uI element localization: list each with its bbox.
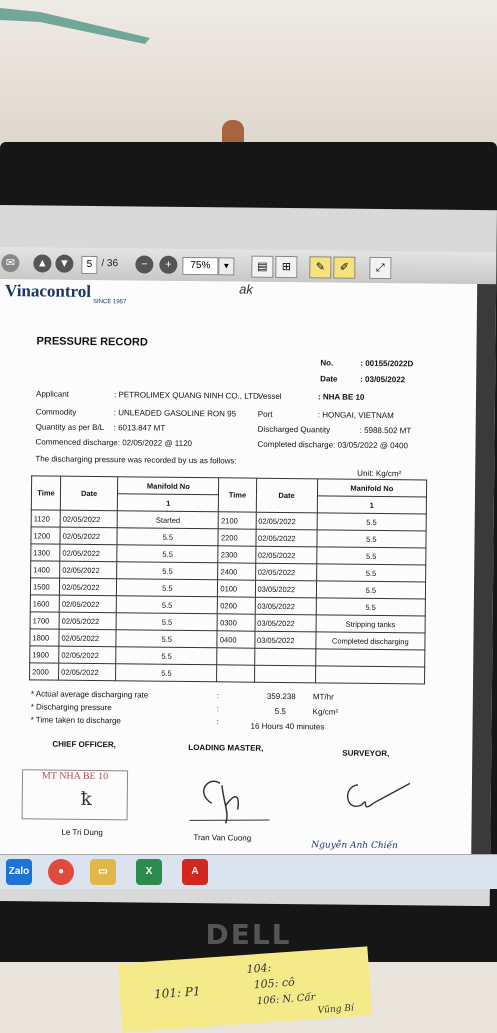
note-line: 105: cô <box>253 975 296 992</box>
commodity-value: : UNLEADED GASOLINE RON 95 <box>113 408 237 419</box>
taskbar <box>0 854 497 889</box>
time-label: * Time taken to discharge <box>30 715 121 726</box>
zoom-level-select[interactable]: 75% <box>182 257 218 275</box>
no-value: : 00155/2022D <box>360 358 414 369</box>
cell-date <box>254 648 315 666</box>
discharged-label: Discharged Quantity <box>257 424 331 435</box>
loading-master-signature <box>190 773 271 826</box>
fit-page-icon[interactable]: ▤ <box>251 256 273 278</box>
page-title: PRESSURE RECORD <box>36 335 148 349</box>
avg-rate-unit: MT/hr <box>312 692 334 702</box>
taskbar-excel-icon[interactable]: X <box>136 859 162 885</box>
vessel-label: Vessel <box>257 391 282 401</box>
surveyor-label: SURVEYOR, <box>342 748 390 759</box>
cell-pressure: 5.5 <box>117 545 218 563</box>
logo-since: SINCE 1957 <box>92 298 127 306</box>
cell-time: 1500 <box>30 578 59 595</box>
surveyor-signature <box>340 775 420 822</box>
taskbar-files-icon[interactable]: ▭ <box>90 859 116 885</box>
comment-icon[interactable]: ✎ <box>309 256 331 278</box>
col-manifold: Manifold No <box>118 477 219 495</box>
ship-stamp <box>22 769 129 820</box>
completed-discharge: Completed discharge: 03/05/2022 @ 0400 <box>257 439 409 451</box>
highlight-icon[interactable]: ✐ <box>333 256 355 278</box>
cell-time: 0100 <box>218 580 255 597</box>
unit-label: Unit: Kg/cm² <box>357 468 402 479</box>
cell-date: 02/05/2022 <box>255 563 316 581</box>
cell-date: 02/05/2022 <box>60 561 117 579</box>
loading-master-name: Tran Van Cuong <box>193 833 252 843</box>
time-colon: : <box>216 717 219 727</box>
cell-time: 1600 <box>30 595 59 612</box>
cell-date: 02/05/2022 <box>255 529 316 547</box>
cell-pressure: Stripping tanks <box>316 615 425 633</box>
cell-date <box>254 665 315 683</box>
page-number-input[interactable]: 5 <box>81 256 97 274</box>
note-line: 104: <box>246 961 272 976</box>
intro-text: The discharging pressure was recorded by us as follows: <box>35 454 237 466</box>
cell-time <box>217 665 254 682</box>
note-line: 106: N. Cấr <box>256 992 316 1008</box>
pressure-table <box>29 475 427 684</box>
cell-pressure: 5.5 <box>116 613 217 631</box>
cell-time: 2400 <box>218 563 255 580</box>
cell-pressure: 5.5 <box>316 547 425 565</box>
taskbar-zalo-icon[interactable]: Zalo <box>6 859 32 885</box>
qty-bl-value: : 6013.847 MT <box>113 423 166 433</box>
time-value: 16 Hours 40 minutes <box>250 721 325 732</box>
cell-date: 02/05/2022 <box>59 612 116 630</box>
discharged-value: : 5988.502 MT <box>359 425 412 436</box>
no-label: No. <box>320 358 334 368</box>
cell-date: 03/05/2022 <box>255 614 316 632</box>
cell-pressure: 5.5 <box>317 513 426 531</box>
cell-pressure: 5.5 <box>116 647 217 665</box>
cell-time: 1120 <box>31 510 60 527</box>
cell-pressure <box>315 649 424 667</box>
cell-pressure: 5.5 <box>316 598 425 616</box>
cell-time: 1300 <box>31 544 60 561</box>
date-value: : 03/05/2022 <box>360 374 406 385</box>
port-value: : HONGAI, VIETNAM <box>317 410 394 421</box>
applicant-label: Applicant <box>35 389 69 399</box>
cell-date: 02/05/2022 <box>60 544 117 562</box>
cell-time: 1400 <box>31 561 60 578</box>
qty-bl-label: Quantity as per B/L <box>35 422 105 433</box>
cell-pressure: 5.5 <box>116 596 217 614</box>
pdf-page <box>0 279 477 874</box>
cell-pressure: 5.5 <box>316 564 425 582</box>
cell-pressure: 5.5 <box>117 562 218 580</box>
cell-time <box>217 648 254 665</box>
cell-time: 1700 <box>30 612 59 629</box>
cell-pressure: Completed discharging <box>316 632 425 650</box>
chief-officer-label: CHIEF OFFICER, <box>52 739 116 750</box>
taskbar-chrome-icon[interactable]: ● <box>48 859 74 885</box>
avg-rate-label: * Actual average discharging rate <box>30 689 149 700</box>
col-manifold-no: 1 <box>118 494 219 512</box>
vessel-value: : NHA BE 10 <box>317 392 365 402</box>
next-page-icon[interactable]: ▼ <box>55 255 73 273</box>
cell-date: 02/05/2022 <box>60 527 117 545</box>
cell-pressure: 5.5 <box>316 581 425 599</box>
cell-time: 1900 <box>30 646 59 663</box>
taskbar-pdf-icon[interactable]: A <box>182 859 208 885</box>
pressure-unit: Kg/cm² <box>312 707 339 717</box>
stamp-text: MT NHA BE 10 <box>41 770 109 783</box>
cell-date: 02/05/2022 <box>59 663 116 681</box>
chief-signature: ꝁ <box>80 788 93 810</box>
col-date: Date <box>60 476 117 511</box>
chevron-down-icon[interactable]: ▼ <box>218 257 234 275</box>
col-time: Time <box>31 476 60 510</box>
loading-master-label: LOADING MASTER, <box>188 743 264 753</box>
cell-pressure: 5.5 <box>116 664 217 682</box>
cell-date: 02/05/2022 <box>256 512 317 530</box>
commodity-label: Commodity <box>35 407 77 417</box>
page-total: / 36 <box>101 258 119 270</box>
cell-time: 2200 <box>218 529 255 546</box>
applicant-value: : PETROLIMEX QUANG NINH CO., LTD. <box>113 390 262 401</box>
cell-pressure <box>315 666 424 684</box>
cell-date: 02/05/2022 <box>60 510 117 528</box>
ceiling-fan <box>0 0 160 50</box>
cell-pressure: 5.5 <box>117 579 218 597</box>
cell-time: 0200 <box>218 597 255 614</box>
commenced-discharge: Commenced discharge: 02/05/2022 @ 1120 <box>35 437 193 449</box>
mail-icon[interactable]: ✉ <box>1 254 19 272</box>
col-time-2: Time <box>219 478 256 512</box>
cell-date: 02/05/2022 <box>59 578 116 596</box>
cell-pressure: Started <box>117 511 218 529</box>
cell-time: 0300 <box>218 614 255 631</box>
pressure-value: 5.5 <box>274 706 286 717</box>
fit-width-icon[interactable]: ⊞ <box>275 256 297 278</box>
expand-icon[interactable]: ⤢ <box>369 257 391 279</box>
cell-pressure: 5.5 <box>116 630 217 648</box>
cell-date: 02/05/2022 <box>59 646 116 664</box>
zoom-in-icon[interactable]: + <box>159 256 177 274</box>
table-row <box>30 663 425 684</box>
prev-page-icon[interactable]: ▲ <box>33 254 51 272</box>
pressure-label: * Discharging pressure <box>30 702 112 713</box>
handwritten-mark: ak <box>239 281 253 297</box>
table-body <box>30 510 427 684</box>
cell-date: 02/05/2022 <box>255 546 316 564</box>
cell-date: 02/05/2022 <box>59 595 116 613</box>
avg-rate-colon: : <box>216 691 220 701</box>
cell-time: 2000 <box>30 663 59 680</box>
cell-date: 02/05/2022 <box>59 629 116 647</box>
note-line: 101: P1 <box>153 984 201 1002</box>
cell-time: 0400 <box>217 631 254 648</box>
cell-date: 03/05/2022 <box>255 580 316 598</box>
cell-time: 1200 <box>31 527 60 544</box>
cell-time: 1800 <box>30 629 59 646</box>
zoom-out-icon[interactable]: − <box>135 255 153 273</box>
date-label: Date <box>320 374 338 384</box>
cell-date: 03/05/2022 <box>254 631 315 649</box>
monitor-brand-logo: DELL <box>205 918 292 951</box>
col-manifold-no-2: 1 <box>317 496 426 514</box>
col-date-2: Date <box>256 478 317 513</box>
col-manifold-2: Manifold No <box>317 479 426 497</box>
cell-pressure: 5.5 <box>117 528 218 546</box>
avg-rate-value: 359.238 <box>266 691 296 702</box>
port-label: Port <box>257 409 273 419</box>
table-header-row <box>31 476 426 497</box>
chief-officer-name: Le Tri Dung <box>61 827 103 838</box>
cell-time: 2300 <box>218 546 255 563</box>
cell-pressure: 5.5 <box>317 530 426 548</box>
cell-date: 03/05/2022 <box>255 597 316 615</box>
monitor-screen <box>0 205 497 906</box>
cell-time: 2100 <box>219 512 256 529</box>
vinacontrol-logo: Vinacontrol <box>5 281 92 301</box>
note-line: Vũng Bí <box>317 1003 355 1016</box>
surveyor-name: Nguyễn Anh Chiến <box>311 840 398 852</box>
pressure-colon: : <box>216 704 220 714</box>
